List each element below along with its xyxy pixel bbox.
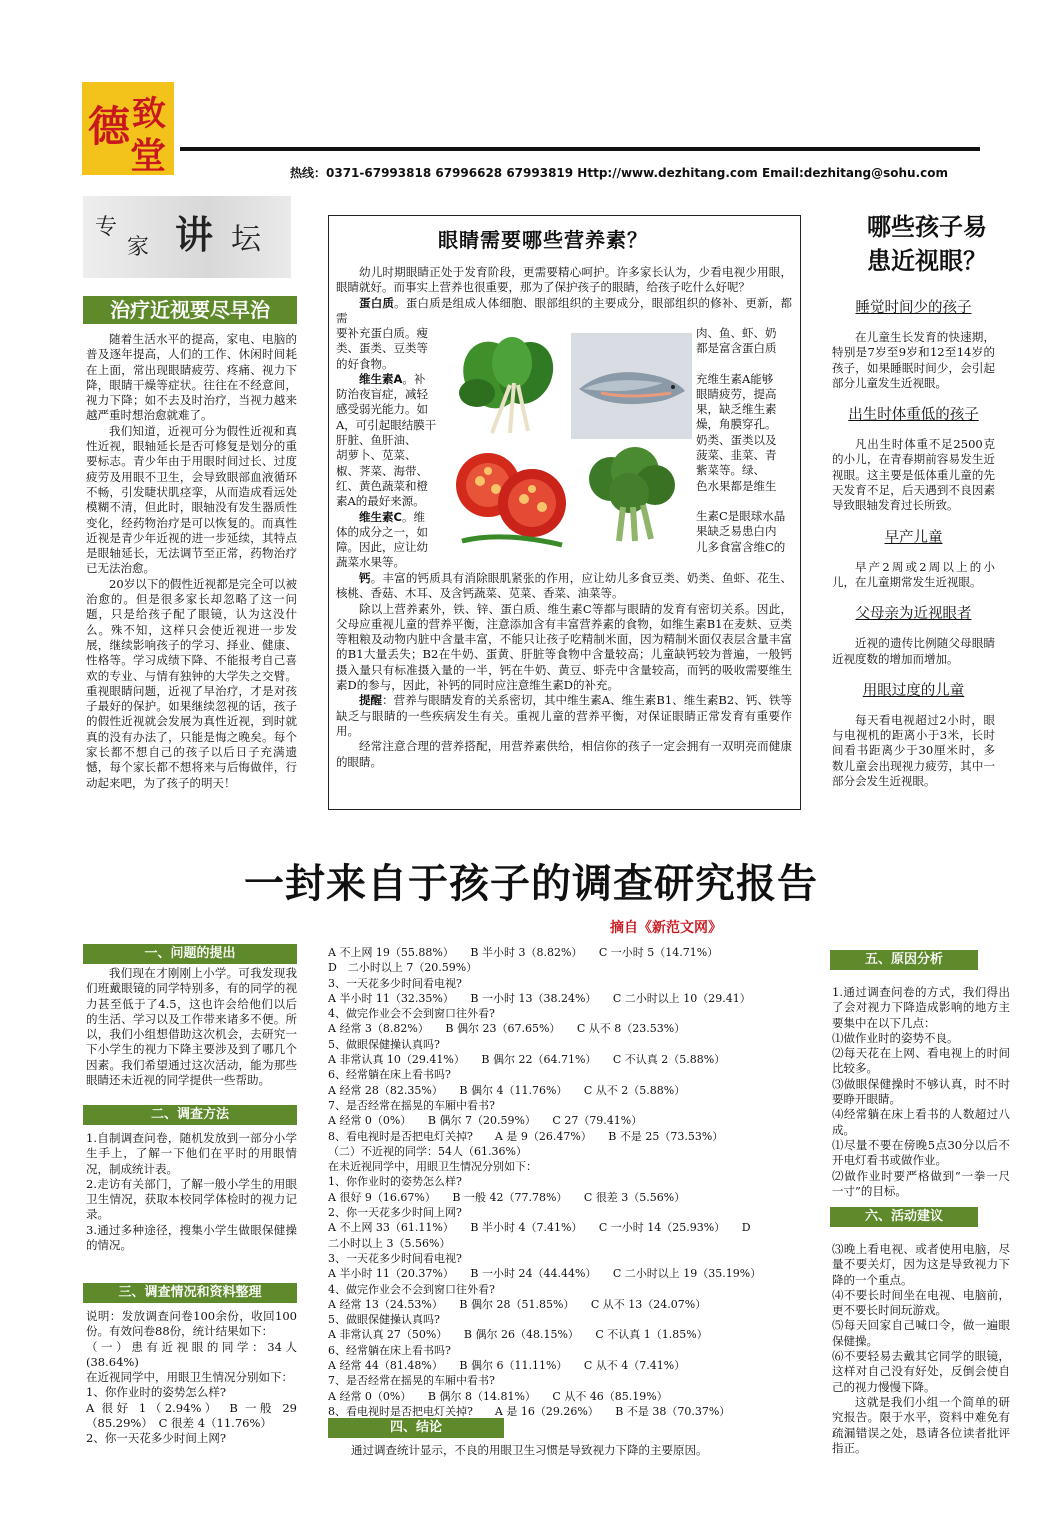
survey-line: A 经常 0（0%） B 偶尔 7（20.59%） C 27（79.41%） xyxy=(328,1114,643,1128)
survey-line: A 半小时 11（32.35%） B 一小时 13（38.24%） C 二小时以上 10（29.41） xyxy=(328,991,751,1005)
text-line: 在近视同学中，用眼卫生情况分别如下： xyxy=(86,1370,293,1385)
text-line: 体的成分之一，如 xyxy=(336,524,428,539)
risk-heading: 用眼过度的儿童 xyxy=(862,682,965,699)
survey-line: 二小时以上 3（5.56%） xyxy=(328,1236,451,1250)
text-line: ⑵每天花在上网、看电视上的时间比较多。 xyxy=(832,1046,1010,1076)
text-line: A 很好 1（2.94%） B 一般 29（85.29%） C 很差 4（11.76%） xyxy=(86,1400,297,1431)
logo-char-de: 德 xyxy=(88,102,131,151)
nutrition-title: 眼睛需要哪些营养素？ xyxy=(438,228,648,252)
risk-title-line: 哪些孩子易 xyxy=(867,213,987,241)
report-closing: 这就是我们小组一个简单的研究报告。限于水平，资料中难免有疏漏错误之处，恳请各位读者批评指正。 xyxy=(832,1394,1010,1455)
survey-line: 5、做眼保健操认真吗? xyxy=(328,1037,440,1051)
text-line: ⑶晚上看电视、或者使用电脑，尽量不要关灯，因为这是导致视力下降的一个重点。 xyxy=(832,1242,1010,1287)
risk-heading: 睡觉时间少的孩子 xyxy=(855,300,972,316)
text-line: 菠菜、韭菜、青 xyxy=(696,448,777,463)
survey-line: A 经常 3（8.82%） B 偶尔 23（67.65%） C 从不 8（23.53%） xyxy=(328,1022,686,1036)
survey-line: 5、做眼保健操认真吗? xyxy=(328,1313,440,1327)
text-line: 充维生素A能够 xyxy=(696,371,774,386)
masthead-logo xyxy=(82,82,174,175)
survey-line: 8、看电视时是否把电灯关掉? A 是 9（26.47%） B 不是 25（73.53%） xyxy=(328,1129,724,1143)
text-line: ⑸每天回家自己喊口令，做一遍眼保健操。 xyxy=(832,1318,1010,1348)
text-line: ⑴尽量不要在傍晚5点30分以后不开电灯看书或做作业。 xyxy=(832,1137,1010,1168)
protein-text: 。蛋白质是组成人体细胞、眼部组织的主要成分，眼部组织的修补、更新，都需 xyxy=(336,295,792,325)
report-s6 xyxy=(832,1242,1010,1456)
text-line: 1、你作业时的姿势怎么样? xyxy=(86,1385,226,1400)
text-line: ⑷不要长时间坐在电视、电脑前，更不要长时间玩游戏。 xyxy=(832,1287,1010,1318)
survey-line: A 很好 9（16.67%） B 一般 42（77.78%） C 很差 3（5.56%） xyxy=(328,1190,686,1204)
text-line: 要补充蛋白质。瘦 xyxy=(336,326,428,340)
tip-text: ：营养与眼睛发育的关系密切，其中维生素A、维生素B1、维生素B2、钙、铁等缺乏与眼睛的一些疾病发生有关。重视儿童的营养平衡，对保证眼睛正常发育有重要作用。 xyxy=(336,693,792,738)
section-heading: 一、问题的提出 xyxy=(83,944,297,964)
report-s1 xyxy=(86,966,297,1088)
survey-line: 在未近视同学中，用眼卫生情况分别如下： xyxy=(328,1160,537,1174)
report-s2 xyxy=(86,1131,297,1253)
text-line: 生素C是眼球水晶 xyxy=(696,508,786,523)
masthead-rule xyxy=(180,147,980,151)
risk-text: 在儿童生长发育的快速期，特别是7岁至9岁和12至14岁的孩子，如果睡眠时间少，会引起部分儿童发生近视眼。 xyxy=(832,330,995,390)
survey-line: 7、是否经常在摇晃的车厢中看书? xyxy=(328,1374,495,1388)
expert-paragraph: 随着生活水平的提高，家电、电脑的普及逐年提高，人们的工作、休闲时间耗在上面，常出现眼睛疲劳、疼痛、视力下降，眼睛干燥等症状。往往在不经意间，视力下降；如不去及时治疗，当视力越来越严重时想治愈就难了。 xyxy=(86,332,297,423)
vitamin-a-label: 维生素A xyxy=(359,371,403,386)
spinach-image xyxy=(452,333,569,439)
broccoli-image xyxy=(571,441,692,549)
banner-char-4: 坛 xyxy=(231,222,261,257)
text-line: 燥，角膜穿孔。 xyxy=(696,417,777,432)
text-line: 防治夜盲症，减轻 xyxy=(336,387,428,402)
text-line: 2、你一天花多少时间上网? xyxy=(86,1431,226,1446)
report-list-item: 3.通过多种途径，搜集小学生做眼保健操的情况。 xyxy=(86,1222,297,1253)
banner-char-3: 讲 xyxy=(175,213,214,257)
text-line: ⑴做作业时的姿势不良。 xyxy=(832,1030,959,1045)
survey-line: A 经常 0（0%） B 偶尔 8（14.81%） C 从不 46（85.19%） xyxy=(328,1389,668,1403)
section-heading: 二、调查方法 xyxy=(83,1105,297,1125)
report-source: 摘自《新范文网》 xyxy=(610,920,722,936)
text-line: ⑵做作业时要严格做到“一拳一尺一寸”的目标。 xyxy=(832,1168,1010,1198)
survey-line: A 不上网 33（61.11%） B 半小时 4（7.41%） C 一小时 14（25.93%） D xyxy=(328,1221,751,1235)
survey-line: 7、是否经常在摇晃的车厢中看书? xyxy=(328,1098,495,1112)
text-line: （一）患有近视眼的同学：34人(38.64%) xyxy=(86,1339,297,1369)
text-line: 紫菜等。绿、 xyxy=(696,463,765,478)
text-line: ⑷经常躺在床上看书的人数超过八成。 xyxy=(832,1107,1010,1137)
text-line: 的好食物。 xyxy=(336,356,394,371)
report-survey-results xyxy=(328,945,800,1419)
nutrition-right-column xyxy=(696,326,792,555)
logo-char-zhi: 致 xyxy=(132,94,166,134)
text-line: ⑶做眼保健操时不够认真，时不时要睁开眼睛。 xyxy=(832,1076,1010,1107)
expert-article xyxy=(86,332,297,791)
masthead-contact: 热线：0371-67993818 67996628 67993819 Http://www.dezhitang.com Email:dezhitang@sohu.com xyxy=(290,166,949,180)
text-line: 眼睛疲劳，提高 xyxy=(696,386,777,401)
text-line: 儿多食富含维C的 xyxy=(696,539,786,554)
report-s3 xyxy=(86,1309,297,1447)
survey-line: 8、看电视时是否把电灯关掉? A 是 16（29.26%） B 不是 38（70.37%） xyxy=(328,1404,731,1418)
report-s5 xyxy=(832,985,1010,1199)
nutrition-intro xyxy=(336,265,792,326)
tip-label: 提醒 xyxy=(359,693,383,708)
risk-title xyxy=(842,210,1012,278)
fish-image xyxy=(571,333,692,439)
text-line: 说明：发放调查问卷100余份，收回100份。有效问卷88份，统计结果如下： xyxy=(86,1309,297,1339)
survey-line: A 经常 13（24.53%） B 偶尔 28（51.85%） C 从不 13（24.07%） xyxy=(328,1297,707,1311)
risk-heading: 父母亲为近视眼者 xyxy=(855,606,972,623)
section-heading: 四、结论 xyxy=(328,1418,504,1438)
expert-paragraph: 我们知道，近视可分为假性近视和真性近视，眼轴延长是否可修复是划分的重要标志。青少年由于用眼时间过长、过度疲劳及用眼不卫生，会导致眼部血液循环不畅，引发睫状肌痉挛，从而造成看远处模糊不清，但此时，眼轴没有发生器质性变化，经药物治疗是可以恢复的。而真性近视是青少年近视的进一步延续，其特点是眼轴延长，无法调节至正常，药物治疗已无法治愈。 xyxy=(86,423,297,576)
survey-line: 1、你作业时的姿势怎么样? xyxy=(328,1175,462,1189)
risk-text: 早产2周或2周以上的小儿，在儿童期常发生近视眼。 xyxy=(832,559,995,589)
survey-line: A 经常 28（82.35%） B 偶尔 4（11.76%） C 从不 2（5.88%） xyxy=(328,1083,686,1097)
report-list-item: 1.自制调查问卷，随机发放到一部分小学生手上，了解一下他们在平时的用眼情况，制成统计表。 xyxy=(86,1131,297,1176)
survey-line: 3、一天花多少时间看电视? xyxy=(328,1251,462,1265)
survey-line: 2、你一天花多少时间上网? xyxy=(328,1206,462,1220)
survey-line: 6、经常躺在床上看书吗? xyxy=(328,1068,451,1082)
report-title: 一封来自于孩子的调查研究报告 xyxy=(244,861,818,907)
text-line: 肝脏、鱼肝油、 xyxy=(336,433,417,448)
text-line: ⑹不要轻易去戴其它同学的眼镜，这样对自己没有好处，反倒会使自己的视力慢慢下降。 xyxy=(832,1349,1010,1394)
calcium-text: 。丰富的钙质具有消除眼肌紧张的作用，应让幼儿多食豆类、奶类、鱼虾、花生、核桃、香菇、木耳、及含钙蔬菜、苋菜、香菜、油菜等。 xyxy=(336,571,793,601)
nutrition-intro-text: 幼儿时期眼睛正处于发育阶段，更需要精心呵护。许多家长认为，少看电视少用眼，眼睛就好。而事实上营养也很重要，那为了保护孩子的眼睛，给孩子吃什么好呢？ xyxy=(336,265,792,295)
text-line: 椒、荠菜、海带、 xyxy=(336,463,428,478)
risk-list xyxy=(832,298,995,789)
risk-heading: 早产儿童 xyxy=(884,529,943,546)
text-line: 素A的最好来源。 xyxy=(336,494,425,509)
survey-line: A 半小时 11（20.37%） B 一小时 24（44.44%） C 二小时以上 19（35.19%） xyxy=(328,1267,762,1281)
text-line: 奶类、蛋类以及 xyxy=(696,432,777,447)
text-line: 色水果都是维生 xyxy=(696,478,777,493)
text-line: 蔬菜水果等。 xyxy=(336,555,405,570)
text-line: 肉、鱼、虾、奶 xyxy=(696,326,777,340)
risk-text: 近视的遗传比例随父母眼睛近视度数的增加而增加。 xyxy=(832,636,995,666)
survey-line: A 经常 44（81.48%） B 偶尔 6（11.11%） C 从不 4（7.41%） xyxy=(328,1359,686,1373)
expert-headline: 治疗近视要尽早治 xyxy=(83,296,297,324)
vitamin-c-label: 维生素C xyxy=(359,509,402,524)
banner-char-1: 专 xyxy=(95,215,118,240)
report-list-item: 2.走访有关部门，了解一般小学生的用眼卫生情况，获取本校同学体检时的视力记录。 xyxy=(86,1176,297,1222)
survey-line: 6、经常躺在床上看书吗? xyxy=(328,1343,451,1357)
nutrition-lower xyxy=(336,571,792,770)
text-line: 都是富含蛋白质 xyxy=(696,341,777,356)
calcium-label: 钙 xyxy=(359,571,371,585)
text-line: A，可引起眼结膜干 xyxy=(336,417,437,432)
banner-char-2: 家 xyxy=(127,235,150,260)
text-line: 胡萝卜、苋菜、 xyxy=(336,448,417,463)
report-conclusion: 通过调查统计显示，不良的用眼卫生习惯是导致视力下降的主要原因。 xyxy=(351,1443,708,1457)
risk-title-line: 患近视眼？ xyxy=(867,247,987,275)
text-line: 红、黄色蔬菜和橙 xyxy=(336,478,428,493)
section-heading: 三、调查情况和资料整理 xyxy=(83,1283,297,1303)
survey-line: A 非常认真 27（50%） B 偶尔 26（48.15%） C 不认真 1（1.85%） xyxy=(328,1328,708,1342)
text-line: 1.通过调查问卷的方式，我们得出了会对视力下降造成影响的地方主要集中在以下几点： xyxy=(832,985,1010,1030)
nutrition-closing: 经常注意合理的营养搭配，用营养素供给，相信你的孩子一定会拥有一双明亮而健康的眼睛。 xyxy=(336,739,792,769)
survey-line: （二）不近视的同学：54人（61.36%） xyxy=(328,1144,527,1158)
risk-heading: 出生时体重低的孩子 xyxy=(848,407,979,424)
risk-text: 每天看电视超过2小时，眼与电视机的距离小于3米，长时间看书距离少于30厘米时，多数儿童会出现视力疲劳，其中一部分会发生近视眼。 xyxy=(832,712,995,789)
nutrition-left-column xyxy=(336,326,450,571)
survey-line: A 非常认真 10（29.41%） B 偶尔 22（64.71%） C 不认真 2（5.88%） xyxy=(328,1053,726,1067)
survey-line: 4、做完作业会不会到窗口往外看? xyxy=(328,1007,495,1021)
section-heading: 六、活动建议 xyxy=(830,1207,978,1227)
text-line: 果缺乏易患白内 xyxy=(696,524,777,539)
section-heading: 五、原因分析 xyxy=(830,950,978,970)
expert-banner xyxy=(83,196,291,278)
survey-line: A 不上网 19（55.88%） B 半小时 3（8.82%） C 一小时 5（14.71%） xyxy=(328,946,719,959)
text-line: 类、蛋类、豆类等 xyxy=(336,341,428,356)
text-line: 果，缺乏维生素 xyxy=(696,402,777,417)
survey-line: 3、一天花多少时间看电视? xyxy=(328,976,462,990)
protein-label: 蛋白质 xyxy=(359,295,395,310)
logo-char-tang: 堂 xyxy=(130,136,167,177)
survey-line: D 二小时以上 7（20.59%） xyxy=(328,961,478,975)
survey-line: 4、做完作业会不会到窗口往外看? xyxy=(328,1282,495,1296)
text-line: 感受弱光能力。如 xyxy=(336,402,428,417)
report-paragraph: 我们现在才刚刚上小学。可我发现我们班戴眼镜的同学特别多，有的同学的视力甚至低于了4.5，这也许会给他们以后的生活、学习以及工作带来诸多不便。所以，我们小组想借助这次机会，去研究一下小学生的视力下降主要涉及到了哪几个因素。我们希望通过这次活动，能为那些眼睛还未近视的同学提供一些帮助。 xyxy=(86,966,297,1088)
text-line: 障。因此，应让幼 xyxy=(336,540,428,555)
text-line: 。维 xyxy=(401,509,425,524)
expert-paragraph: 20岁以下的假性近视都是完全可以被治愈的。但是很多家长却忽略了这一问题，只是给孩子配了眼镜，认为这没什么。殊不知，这样只会使近视进一步发展，继续影响孩子的学习、择业、健康、性格等。学习成绩下降、不能报考自己喜欢的专业、与情有独钟的大学失之交臂。重视眼睛问题，近视了早治疗，才是对孩子最好的保护。如果继续忽视的话，孩子的假性近视就会发展为真性近视，到时就真的没有办法了，只能是悔之晚矣。每个家长都不想自己的孩子以后日子充满遗憾，每个家长都不想将来与后悔做伴，行动起来吧，为了孩子的明天！ xyxy=(86,576,297,790)
nutrition-paragraph: 除以上营养素外，铁、锌、蛋白质、维生素C等都与眼睛的发育有密切关系。因此，父母应重视儿童的营养平衡，注意添加含有丰富营养素的食物，如维生素B1在麦麸、豆类等粗粮及动物内脏中含量丰富，不能只让孩子吃精制米面，因为精制米面仅表层含量丰富的B1大量丢失；B2在牛奶、蛋黄、肝脏等食物中含量较高；儿童缺钙较为普遍，一般钙摄入量只有标准摄入量的一半，钙在牛奶、黄豆、虾壳中含量较高，而钙的吸收需要维生素D的参与，因此，补钙的同时应注意维生素D的补充。 xyxy=(336,601,792,693)
text-line: 。补 xyxy=(402,371,426,386)
risk-text: 凡出生时体重不足2500克的小儿，在青春期前容易发生近视眼。这主要是低体重儿童的先天发育不足，后天遇到不良因素导致眼轴发育过长所致。 xyxy=(832,437,995,513)
tomato-image xyxy=(452,441,569,549)
